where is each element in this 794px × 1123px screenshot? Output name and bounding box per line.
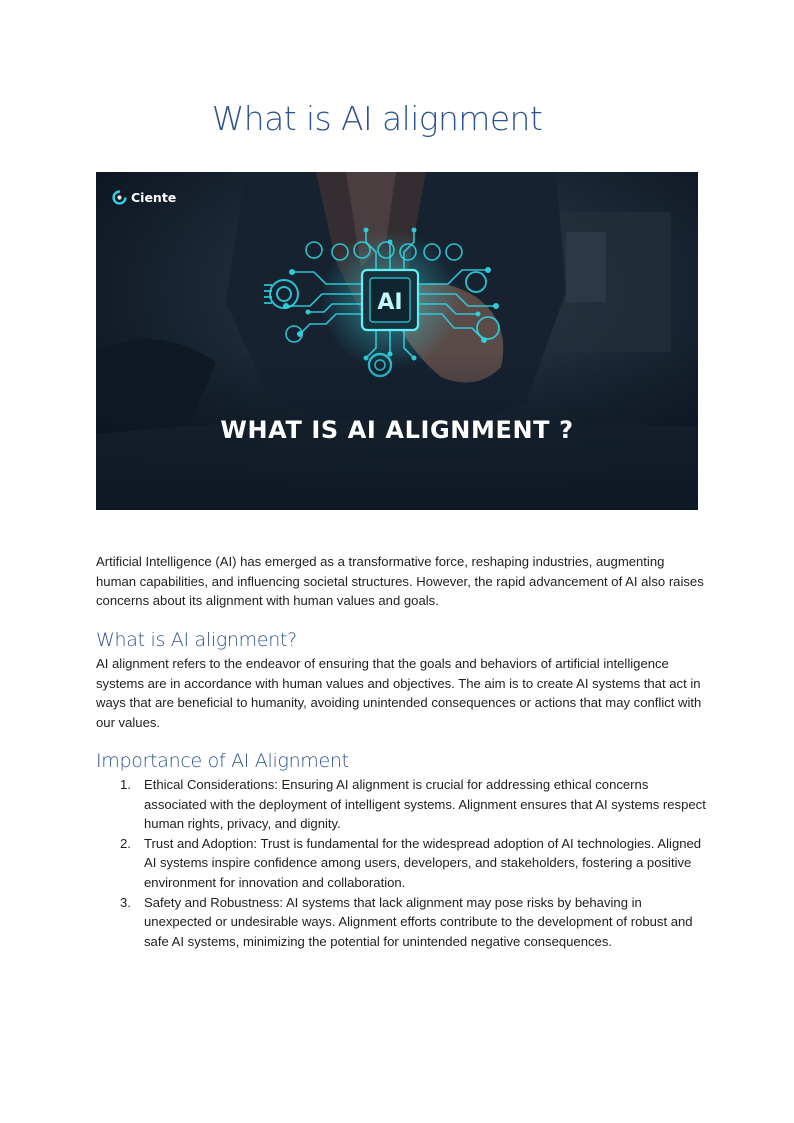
- ciente-logo-icon: [112, 190, 127, 205]
- section-heading-definition: What is AI alignment?: [96, 629, 297, 651]
- banner-illustration: [96, 172, 698, 510]
- list-item: [96, 775, 706, 834]
- importance-list: [96, 775, 706, 951]
- chip-label: AI: [377, 290, 403, 315]
- section-heading-importance: Importance of AI Alignment: [96, 750, 349, 772]
- list-item: [96, 893, 706, 952]
- list-item-number: 2.: [120, 835, 131, 851]
- ai-chip-icon: [362, 270, 418, 330]
- document-title: What is AI alignment: [211, 99, 543, 138]
- brand-name: Ciente: [131, 189, 177, 205]
- definition-paragraph: AI alignment refers to the endeavor of ensuring that the goals and behaviors of artificial intelligence systems are in accordance with human values and objectives. The aim is to create AI systems that act in ways that are beneficial to humanity, avoiding unintended consequences or actions that may conflict with our values.: [96, 656, 702, 730]
- list-item-text: Safety and Robustness: AI systems that lack alignment may pose risks by behaving in unexpected or undesirable ways. Alignment efforts contribute to the development of robust and safe AI systems, minimizing the potential for unintended negative consequences.: [144, 894, 693, 949]
- brand-logo: [112, 187, 176, 207]
- list-item-number: 3.: [120, 894, 131, 910]
- list-item: [96, 834, 706, 893]
- header-image: [96, 172, 698, 510]
- intro-paragraph: Artificial Intelligence (AI) has emerged as a transformative force, reshaping industries, augmenting human capabilities, and influencing societal structures. However, the rapid advancement of AI also raises concerns about its alignment with human values and goals.: [96, 554, 704, 609]
- banner-heading: WHAT IS AI ALIGNMENT ?: [220, 416, 574, 444]
- list-item-text: Trust and Adoption: Trust is fundamental for the widespread adoption of AI technologies. Aligned AI systems inspire confidence among users, developers, and stakeholders, fostering a positive environment for innovation and collaboration.: [144, 835, 702, 890]
- list-item-text: Ethical Considerations: Ensuring AI alignment is crucial for addressing ethical concerns associated with the deployment of intelligent systems. Alignment ensures that AI systems respect human rights, privacy, and dignity.: [144, 777, 706, 832]
- list-item-number: 1.: [120, 777, 131, 792]
